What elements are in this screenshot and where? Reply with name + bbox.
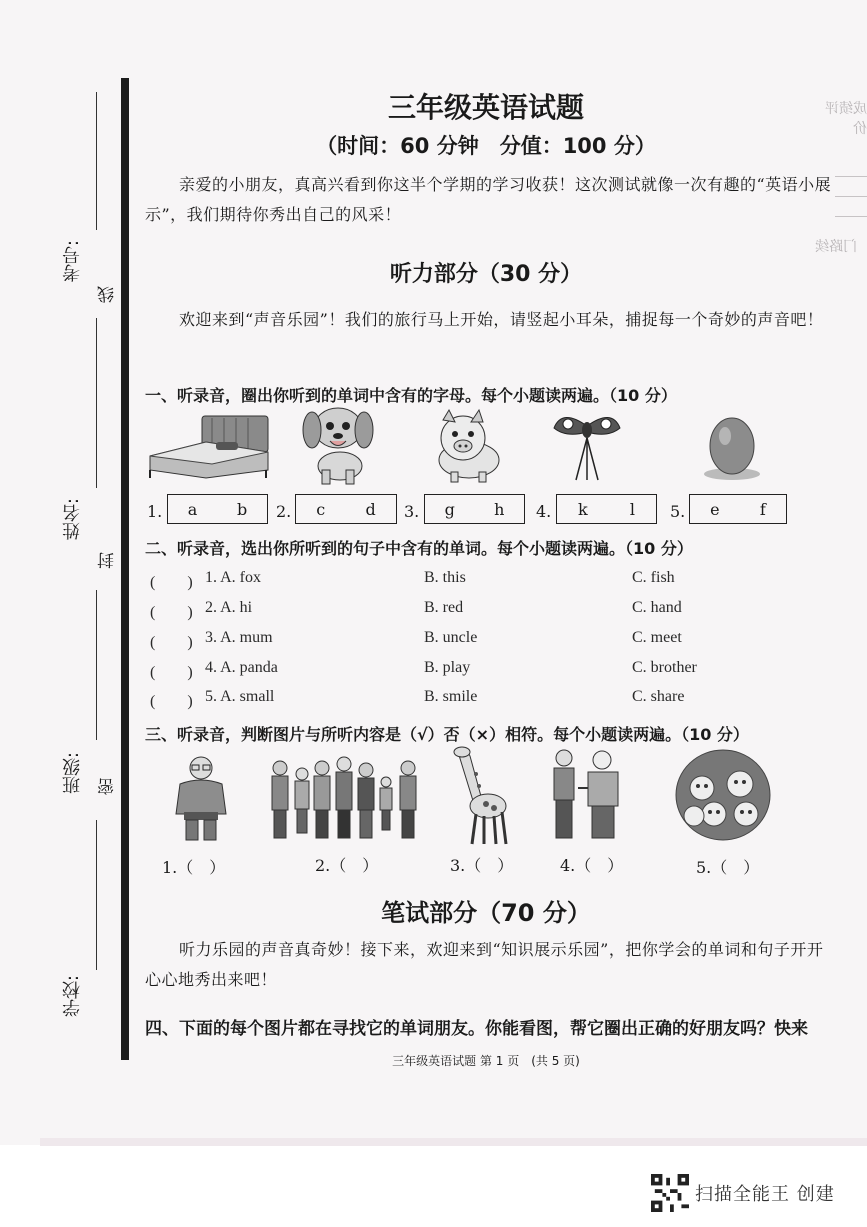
- margin-field-name: 姓名:: [62, 498, 83, 541]
- q1-letter-choice-box[interactable]: [424, 494, 525, 524]
- q1-item-number: 2.: [276, 502, 292, 521]
- option-b[interactable]: B. smile: [424, 688, 478, 705]
- option-b[interactable]: B. this: [424, 569, 466, 586]
- q3-answer-blank[interactable]: 1.（ ）: [162, 858, 226, 877]
- pig-picture: [427, 408, 505, 484]
- qr-code-icon: [651, 1174, 689, 1212]
- cats-picture: [674, 748, 772, 842]
- q3-answer-blank[interactable]: 2.（ ）: [315, 856, 379, 875]
- bleed-through-line: [835, 176, 867, 177]
- q1-item-number: 4.: [536, 502, 552, 521]
- letter-option[interactable]: k: [578, 499, 588, 519]
- page-title: 三年级英语试题: [387, 91, 584, 124]
- q1-item-number: 1.: [147, 502, 163, 521]
- option-c[interactable]: C. share: [632, 688, 685, 705]
- letter-option[interactable]: f: [759, 499, 766, 519]
- question-2-heading: 二、听录音，选出你所听到的句子中含有的单词。每个小题读两遍。（10 分）: [145, 539, 693, 558]
- answer-blank[interactable]: ( ): [150, 574, 193, 591]
- writing-intro: 听力乐园的声音真奇妙！接下来，欢迎来到“知识展示乐园”，把你学会的单词和句子开开心心地秀出来吧！: [145, 940, 824, 989]
- q1-letter-choice-box[interactable]: [556, 494, 657, 524]
- letter-option[interactable]: b: [236, 499, 248, 519]
- margin-field-exam-number: 考号:: [62, 240, 83, 283]
- option-a[interactable]: 5. A. small: [205, 688, 275, 705]
- letter-option[interactable]: l: [629, 499, 635, 519]
- letter-option[interactable]: c: [316, 499, 326, 519]
- seal-char-seal: 封: [98, 552, 118, 569]
- option-b[interactable]: B. play: [424, 659, 471, 676]
- grandpa-and-boy-picture: [548, 748, 626, 842]
- listening-heading: 听力部分（30 分）: [389, 262, 583, 287]
- option-a[interactable]: 4. A. panda: [205, 659, 278, 676]
- bleed-through-line: [835, 216, 867, 217]
- kite-picture: [552, 408, 622, 482]
- seal-char-line: 线: [98, 286, 118, 303]
- question-4-heading: 四、下面的每个图片都在寻找它的单词朋友。你能看图，帮它圈出正确的好朋友吗？快来: [145, 1019, 808, 1039]
- bleed-through-text-1: 成绩评价: [825, 101, 867, 137]
- option-a[interactable]: 3. A. mum: [205, 629, 273, 646]
- option-b[interactable]: B. red: [424, 599, 464, 616]
- writing-heading: 笔试部分（70 分）: [381, 899, 591, 927]
- margin-field-class: 班级:: [62, 752, 83, 795]
- listening-intro: 欢迎来到“声音乐园”！我们的旅行马上开始，请竖起小耳朵，捕捉每一个奇妙的声音吧！: [179, 310, 824, 329]
- option-a[interactable]: 2. A. hi: [205, 599, 253, 616]
- q1-letter-choice-box[interactable]: [167, 494, 268, 524]
- option-c[interactable]: C. brother: [632, 659, 697, 676]
- q3-answer-blank[interactable]: 3.（ ）: [450, 856, 514, 875]
- q1-letter-choice-box[interactable]: [295, 494, 397, 524]
- dog-picture: [300, 404, 376, 486]
- answer-blank[interactable]: ( ): [150, 604, 193, 621]
- grandpa-picture: [170, 754, 232, 842]
- bleed-through-line: [835, 196, 867, 197]
- question-3-heading: 三、听录音，判断图片与所听内容是（√）否（×）相符。每个小题读两遍。（10 分）: [145, 725, 749, 744]
- answer-blank[interactable]: ( ): [150, 634, 193, 651]
- answer-blank[interactable]: ( ): [150, 664, 193, 681]
- scanner-label: 扫描全能王 创建: [695, 1184, 835, 1205]
- letter-option[interactable]: h: [494, 499, 505, 519]
- letter-option[interactable]: g: [444, 499, 455, 519]
- egg-picture: [700, 414, 764, 482]
- intro-paragraph: 亲爱的小朋友，真高兴看到你这半个学期的学习收获！这次测试就像一次有趣的“英语小展示”，我们期待你秀出自己的风采！: [145, 175, 832, 224]
- q3-answer-blank[interactable]: 4.（ ）: [560, 856, 624, 875]
- page-footer: 三年级英语试题 第 1 页 (共 5 页): [392, 1054, 580, 1068]
- family-picture: [266, 756, 426, 842]
- option-b[interactable]: B. uncle: [424, 629, 478, 646]
- margin-line: [96, 590, 97, 740]
- letter-option[interactable]: e: [710, 499, 720, 519]
- giraffe-picture: [452, 744, 512, 848]
- answer-blank[interactable]: ( ): [150, 693, 193, 710]
- page-edge: [40, 1138, 867, 1146]
- margin-line: [96, 318, 97, 488]
- option-c[interactable]: C. fish: [632, 569, 675, 586]
- scanner-watermark: [651, 1174, 835, 1212]
- q1-item-number: 5.: [670, 502, 686, 521]
- page-subtitle: （时间：60 分钟 分值：100 分）: [316, 134, 656, 158]
- option-a[interactable]: 1. A. fox: [205, 569, 261, 586]
- bed-picture: [146, 412, 272, 480]
- question-1-heading: 一、听录音，圈出你听到的单词中含有的字母。每个小题读两遍。（10 分）: [145, 386, 677, 405]
- letter-option[interactable]: a: [187, 499, 198, 519]
- q3-answer-blank[interactable]: 5.（ ）: [696, 858, 760, 877]
- q1-letter-choice-box[interactable]: [689, 494, 787, 524]
- bleed-through-text-2: 门路续: [815, 239, 857, 255]
- option-c[interactable]: C. hand: [632, 599, 682, 616]
- margin-field-school: 学校:: [62, 975, 83, 1018]
- seal-char-secret: 密: [98, 778, 118, 795]
- letter-option[interactable]: d: [365, 499, 376, 519]
- option-c[interactable]: C. meet: [632, 629, 682, 646]
- q1-item-number: 3.: [404, 502, 420, 521]
